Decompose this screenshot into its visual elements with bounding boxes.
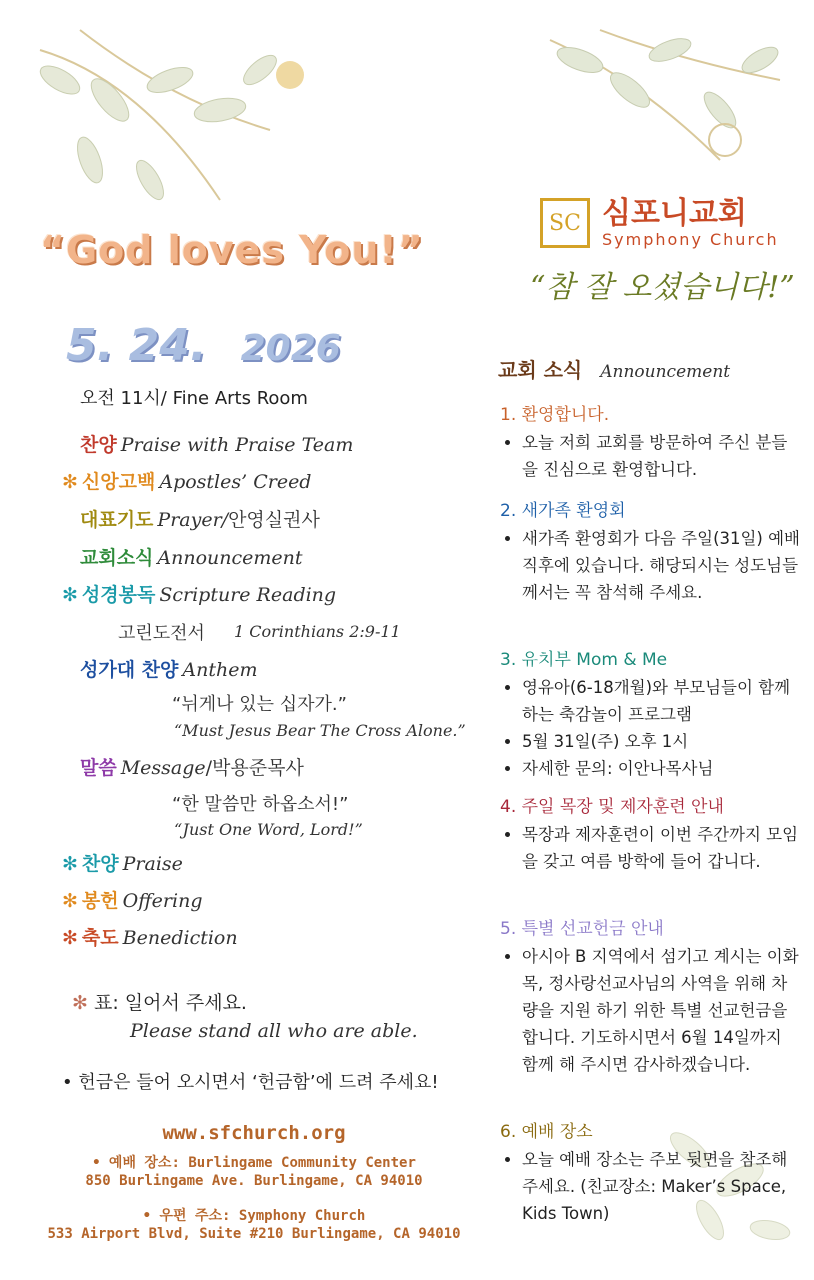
- announcement-heading: 4. 주일 목장 및 제자훈련 안내: [500, 797, 724, 817]
- venue-line-2: 850 Burlingame Ave. Burlingame, CA 94010: [85, 1173, 423, 1189]
- announcement-heading: 2. 새가족 환영회: [500, 501, 626, 521]
- announcement-heading: 3. 유치부 Mom & Me: [500, 650, 668, 670]
- worship-item-english: Announcement: [157, 547, 303, 569]
- worship-item: [62, 580, 336, 607]
- worship-item: [80, 753, 304, 780]
- mail-line-1: • 우편 주소: Symphony Church: [142, 1208, 366, 1224]
- logo-english-name: Symphony Church: [602, 230, 779, 249]
- worship-item-english: Benediction: [122, 927, 238, 949]
- service-date: [66, 320, 341, 371]
- worship-item-korean: 교회소식: [80, 547, 154, 569]
- worship-item: [80, 655, 257, 682]
- announcement-heading: 5. 특별 선교헌금 안내: [500, 919, 664, 939]
- announcement-heading: 1. 환영합니다.: [500, 405, 610, 425]
- offering-note: • 헌금은 들어 오시면서 ‘헌금함’에 드려 주세요!: [62, 1072, 439, 1093]
- website-link[interactable]: www.sfchurch.org: [162, 1122, 346, 1144]
- announcement-section: [500, 496, 800, 606]
- leaf-decoration-top-left: [20, 20, 310, 220]
- stand-star-icon: ✻: [62, 471, 78, 493]
- service-date-day: 5. 24.: [66, 320, 207, 371]
- announcement-bullet: • 아시아 B 지역에서 섬기고 계시는 이화목, 정사랑선교사님의 사역을 위해 차량을 지원 하기 위한 특별 선교헌금을 합니다. 기도하시면서 6월 14일까지 함께 해 주시면 감사하겠습니다.: [522, 943, 800, 1078]
- announcements-title-english: Announcement: [600, 362, 731, 382]
- worship-item: [62, 467, 311, 494]
- worship-item-leader: 안영실권사: [228, 509, 320, 531]
- announcement-bullet: • 오늘 예배 장소는 주보 뒷면을 참조해 주세요. (친교장소: Maker’s Space, Kids Town): [522, 1146, 800, 1227]
- worship-item: [80, 505, 320, 532]
- worship-item: [62, 849, 183, 876]
- announcement-bullet: • 5월 31일(주) 오후 1시: [522, 728, 800, 755]
- worship-item-english: Praise: [122, 853, 183, 875]
- worship-item-english: Message: [120, 757, 206, 779]
- welcome-message: “참 잘 오셨습니다!”: [530, 270, 795, 305]
- announcement-section: [500, 914, 800, 1078]
- worship-item-korean: 말씀: [80, 757, 117, 779]
- standing-note-text: 표: 일어서 주세요.: [93, 992, 247, 1014]
- announcement-bullet: • 목장과 제자훈련이 이번 주간까지 모임을 갖고 여름 방학에 들어 갑니다.: [522, 821, 800, 875]
- service-year: 2026: [240, 328, 341, 369]
- worship-item-english: Anthem: [182, 659, 258, 681]
- message-title-english: “Just One Word, Lord!”: [174, 820, 363, 839]
- announcement-section: [500, 792, 800, 875]
- stand-star-icon: ✻: [62, 890, 78, 912]
- announcement-bullet: • 오늘 저희 교회를 방문하여 주신 분들을 진심으로 환영합니다.: [522, 429, 800, 483]
- worship-item-leader: /박용준목사: [205, 757, 304, 779]
- stand-star-icon: ✻: [62, 853, 78, 875]
- worship-item: [80, 430, 353, 457]
- announcement-section: [500, 1117, 800, 1227]
- message-title-korean: “한 말씀만 하옵소서!”: [172, 794, 349, 815]
- standing-note-english: Please stand all who are able.: [130, 1020, 418, 1042]
- announcement-heading: 6. 예배 장소: [500, 1122, 593, 1142]
- standing-note-star: ✻: [72, 992, 88, 1014]
- venue-line-1: • 예배 장소: Burlingame Community Center: [92, 1155, 416, 1171]
- worship-item-korean: 성경봉독: [81, 584, 156, 606]
- service-time: 오전 11시/ Fine Arts Room: [80, 388, 308, 409]
- announcement-section: [500, 645, 800, 782]
- anthem-title-english: “Must Jesus Bear The Cross Alone.”: [174, 721, 466, 740]
- worship-item-korean: 성가대 찬양: [80, 659, 179, 681]
- worship-item-korean: 봉헌: [81, 890, 119, 912]
- worship-item-english: Offering: [122, 890, 203, 912]
- worship-item-english: Praise with Praise Team: [120, 434, 354, 456]
- worship-item: [62, 886, 202, 913]
- worship-item: [80, 543, 303, 570]
- announcements-title: [498, 354, 730, 383]
- headline: “God loves You!”: [40, 228, 424, 272]
- worship-item-english: Apostles’ Creed: [159, 471, 312, 493]
- scripture-english: 1 Corinthians 2:9-11: [234, 622, 401, 641]
- anthem-title-korean: “뉘게나 있는 십자가.”: [172, 694, 347, 715]
- worship-item-english: Scripture Reading: [159, 584, 337, 606]
- stand-star-icon: ✻: [62, 927, 78, 949]
- announcement-bullet: • 영유아(6-18개월)와 부모님들이 함께 하는 축감놀이 프로그램: [522, 674, 800, 728]
- announcement-bullet: • 새가족 환영회가 다음 주일(31일) 예배 직후에 있습니다. 해당되시는 성도님들께서는 꼭 참석해 주세요.: [522, 525, 800, 606]
- logo-mark: SC: [540, 198, 590, 248]
- worship-item-korean: 찬양: [81, 853, 119, 875]
- church-logo: [540, 197, 779, 249]
- scripture-korean: 고린도전서: [118, 623, 205, 644]
- announcements-title-korean: 교회 소식: [498, 358, 583, 382]
- worship-item-korean: 찬양: [80, 434, 117, 456]
- worship-item: [62, 923, 238, 950]
- worship-item-korean: 대표기도: [80, 509, 154, 531]
- logo-korean-name: 심포니교회: [602, 196, 747, 231]
- worship-item-english: Prayer/: [157, 509, 229, 531]
- leaf-decoration-top-right: [540, 20, 790, 170]
- standing-note: [72, 988, 247, 1015]
- worship-item-korean: 축도: [81, 927, 119, 949]
- announcement-section: [500, 400, 800, 483]
- announcement-bullet: • 자세한 문의: 이안나목사님: [522, 755, 800, 782]
- mail-line-2: 533 Airport Blvd, Suite #210 Burlingame, CA 94010: [47, 1226, 461, 1242]
- worship-item-korean: 신앙고백: [81, 471, 156, 493]
- stand-star-icon: ✻: [62, 584, 78, 606]
